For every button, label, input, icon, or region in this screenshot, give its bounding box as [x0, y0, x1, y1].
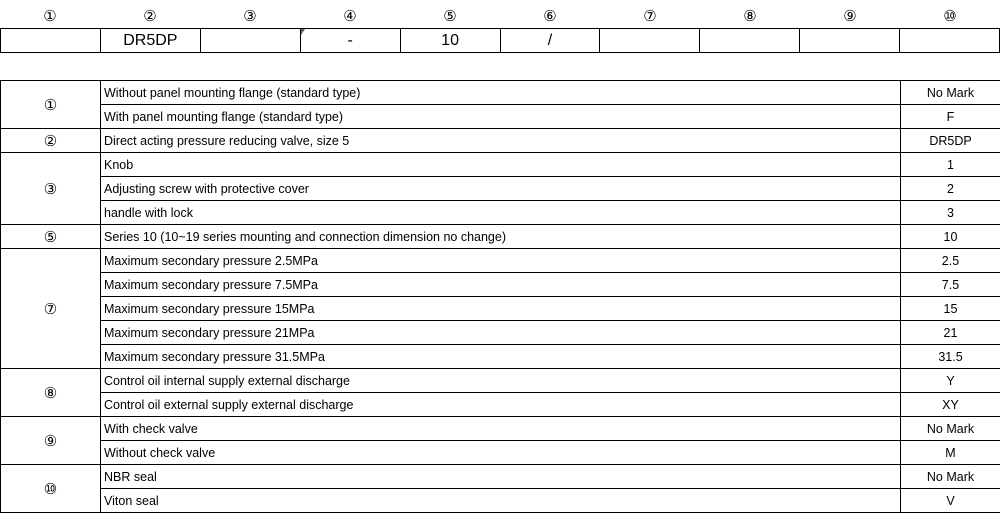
option-code: 2.5	[901, 249, 1000, 273]
table-row	[1, 177, 1000, 201]
position-number: ④	[343, 7, 357, 25]
option-description: Series 10 (10~19 series mounting and connection dimension no change)	[101, 225, 901, 249]
option-description: Direct acting pressure reducing valve, size 5	[101, 129, 901, 153]
code-cell[interactable]	[201, 29, 301, 52]
table-row	[1, 81, 1000, 105]
option-code: V	[901, 489, 1000, 513]
option-code: 15	[901, 297, 1000, 321]
code-cell[interactable]	[900, 29, 1000, 52]
group-id: ⑩	[1, 465, 101, 513]
position-number: ⑧	[743, 7, 757, 25]
order-code-header	[0, 4, 1000, 53]
table-row	[1, 345, 1000, 369]
option-description: handle with lock	[101, 201, 901, 225]
table-row	[1, 129, 1000, 153]
position-number-row	[0, 4, 1000, 28]
cell-comment-marker-icon	[301, 29, 305, 35]
option-description: With check valve	[101, 417, 901, 441]
option-code: No Mark	[901, 81, 1000, 105]
option-description: Control oil internal supply external discharge	[101, 369, 901, 393]
option-code: 1	[901, 153, 1000, 177]
option-code: M	[901, 441, 1000, 465]
option-description: Adjusting screw with protective cover	[101, 177, 901, 201]
table-row	[1, 153, 1000, 177]
table-row	[1, 321, 1000, 345]
table-row	[1, 225, 1000, 249]
code-cell[interactable]	[1, 29, 101, 52]
option-description: Maximum secondary pressure 21MPa	[101, 321, 901, 345]
code-cell[interactable]	[600, 29, 700, 52]
position-number: ⑥	[543, 7, 557, 25]
option-description: Maximum secondary pressure 15MPa	[101, 297, 901, 321]
group-id: ②	[1, 129, 101, 153]
specification-table	[0, 80, 1000, 513]
group-id: ⑤	[1, 225, 101, 249]
position-number: ⑨	[843, 7, 857, 25]
table-row	[1, 465, 1000, 489]
option-description: With panel mounting flange (standard type)	[101, 105, 901, 129]
option-description: Maximum secondary pressure 2.5MPa	[101, 249, 901, 273]
option-code: No Mark	[901, 465, 1000, 489]
option-code: 2	[901, 177, 1000, 201]
table-row	[1, 489, 1000, 513]
table-row	[1, 369, 1000, 393]
code-cell[interactable]: /	[501, 29, 601, 52]
option-description: Knob	[101, 153, 901, 177]
code-cell-with-marker[interactable]	[301, 29, 401, 52]
option-code: 3	[901, 201, 1000, 225]
option-description: Maximum secondary pressure 31.5MPa	[101, 345, 901, 369]
option-description: Viton seal	[101, 489, 901, 513]
code-cell[interactable]	[800, 29, 900, 52]
table-row	[1, 297, 1000, 321]
position-number: ⑩	[943, 7, 957, 25]
group-id: ⑧	[1, 369, 101, 417]
option-code: No Mark	[901, 417, 1000, 441]
group-id: ⑦	[1, 249, 101, 369]
group-id: ③	[1, 153, 101, 225]
option-description: NBR seal	[101, 465, 901, 489]
table-row	[1, 249, 1000, 273]
table-row	[1, 393, 1000, 417]
position-number: ⑦	[643, 7, 657, 25]
option-description: Without panel mounting flange (standard type)	[101, 81, 901, 105]
option-code: 10	[901, 225, 1000, 249]
code-cell[interactable]: 10	[401, 29, 501, 52]
group-id: ⑨	[1, 417, 101, 465]
table-row	[1, 441, 1000, 465]
table-row	[1, 201, 1000, 225]
position-number: ③	[243, 7, 257, 25]
code-cell-text: -	[347, 32, 353, 49]
position-number: ②	[143, 7, 157, 25]
option-code: XY	[901, 393, 1000, 417]
order-code-row	[0, 28, 1000, 53]
option-code: Y	[901, 369, 1000, 393]
option-description: Without check valve	[101, 441, 901, 465]
code-cell[interactable]: DR5DP	[101, 29, 201, 52]
option-code: 31.5	[901, 345, 1000, 369]
position-number: ⑤	[443, 7, 457, 25]
table-row	[1, 105, 1000, 129]
option-description: Maximum secondary pressure 7.5MPa	[101, 273, 901, 297]
position-number: ①	[43, 7, 57, 25]
option-code: 21	[901, 321, 1000, 345]
option-description: Control oil external supply external discharge	[101, 393, 901, 417]
option-code: F	[901, 105, 1000, 129]
table-row	[1, 417, 1000, 441]
option-code: 7.5	[901, 273, 1000, 297]
table-row	[1, 273, 1000, 297]
group-id: ①	[1, 81, 101, 129]
option-code: DR5DP	[901, 129, 1000, 153]
code-cell[interactable]	[700, 29, 800, 52]
